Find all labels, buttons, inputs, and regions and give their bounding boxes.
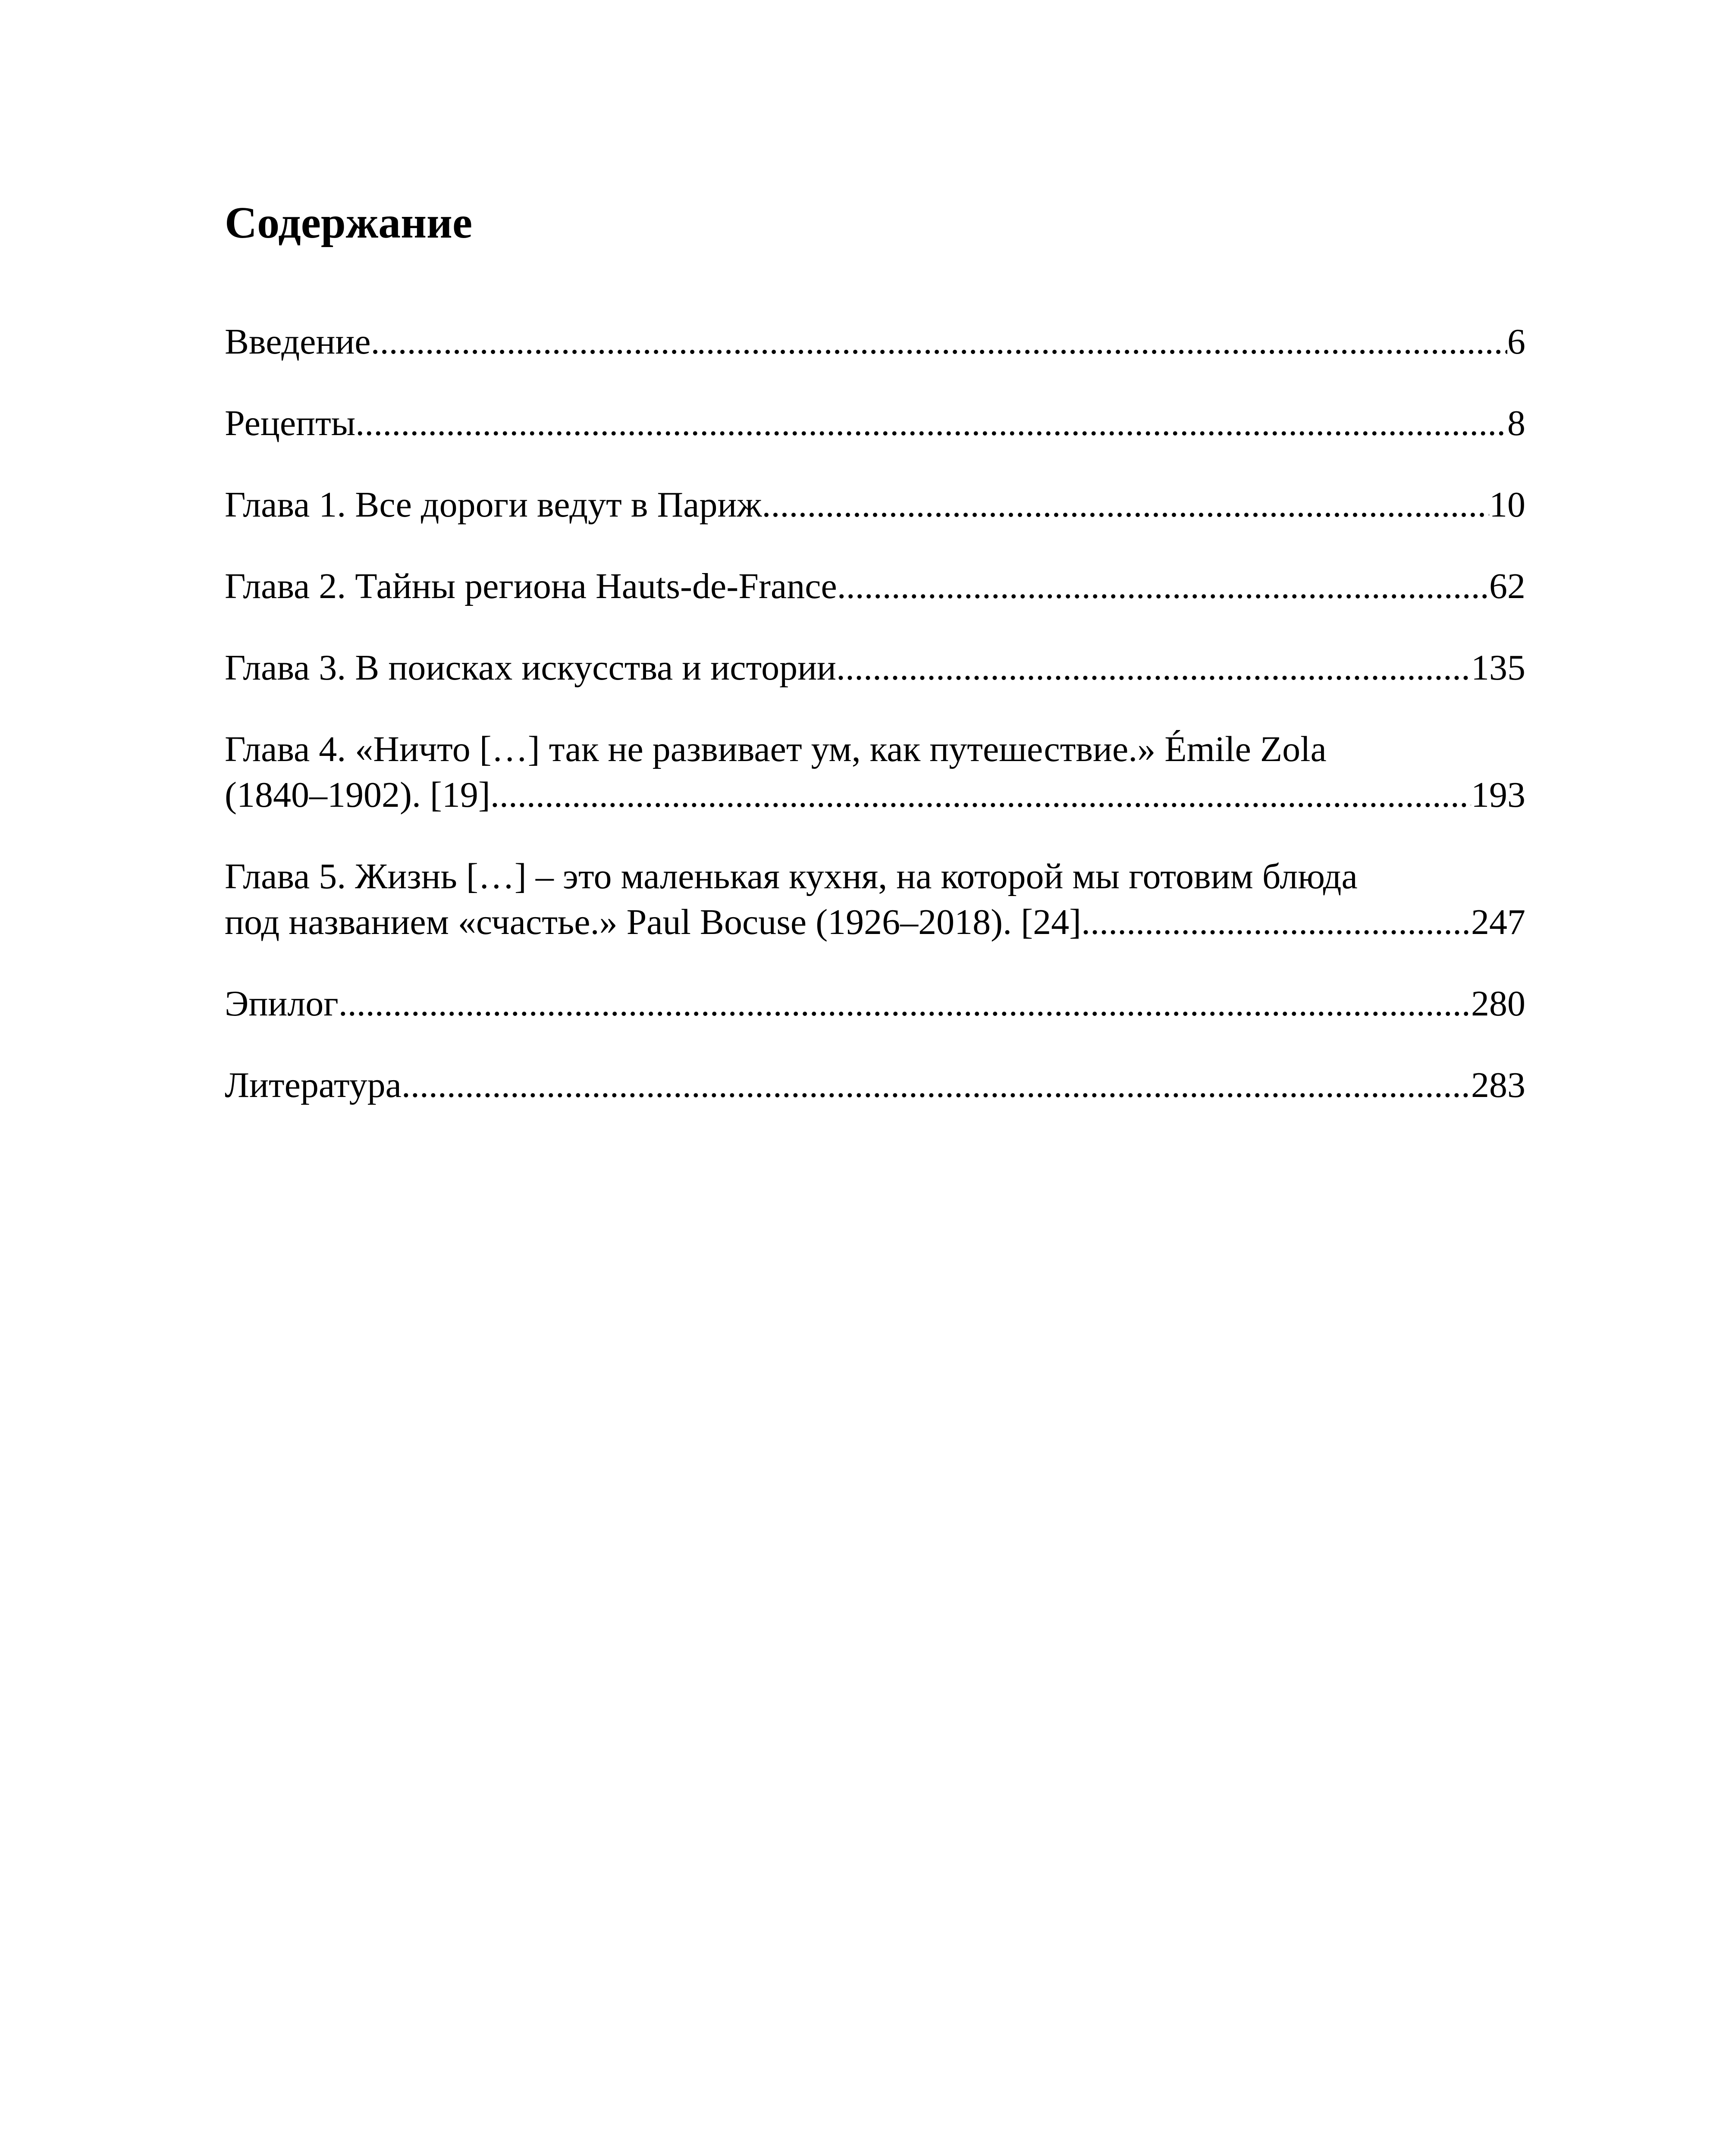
toc-page-number: 247: [1471, 902, 1525, 942]
toc-page-number: 280: [1471, 984, 1525, 1024]
toc-entry: [225, 564, 1525, 609]
toc-entry-line: [225, 564, 1525, 609]
toc-entry-line: [225, 401, 1525, 446]
toc-entry-line: [225, 482, 1525, 528]
toc-dot-leader: [371, 319, 1507, 365]
toc-dot-leader: [771, 482, 1489, 528]
toc-entry-line: [225, 772, 1525, 818]
toc-entry-title: (1840–1902). [19]: [225, 775, 490, 815]
toc-page-number: 6: [1507, 322, 1525, 362]
toc-entry: [225, 482, 1525, 528]
toc-entry-title: Литература: [225, 1065, 402, 1105]
toc-dot-leader: [846, 564, 1489, 609]
toc-dot-leader: [402, 1062, 1471, 1108]
toc-entry: [225, 981, 1525, 1027]
toc-entry: [225, 854, 1525, 945]
toc-entry-title: Эпилог: [225, 984, 339, 1024]
toc-dot-leader: [490, 772, 1471, 818]
toc-dot-leader: [845, 645, 1471, 691]
toc-page-number: 193: [1471, 775, 1525, 815]
toc-entry-title: Глава 3. В поисках искусства и истории.: [225, 648, 845, 688]
toc-dot-leader: [355, 401, 1507, 446]
toc-entry: [225, 1062, 1525, 1108]
toc-entry-line: [225, 899, 1525, 945]
toc-entry-title: Рецепты: [225, 403, 356, 443]
toc-page-number: 62: [1489, 566, 1525, 606]
toc-entry-line: [225, 319, 1525, 365]
toc-heading: Содержание: [225, 198, 473, 248]
toc-page-number: 8: [1507, 403, 1525, 443]
toc-entry-line: [225, 981, 1525, 1027]
toc-entry-line: [225, 1062, 1525, 1108]
toc-entry: [225, 401, 1525, 446]
toc-entry-title: под названием «счастье.» Paul Bocuse (1926–2018). [24]: [225, 902, 1082, 942]
toc-page-number: 283: [1471, 1065, 1525, 1105]
toc-dot-leader: [339, 981, 1471, 1027]
toc-entry: [225, 645, 1525, 691]
toc-entry: [225, 727, 1525, 818]
toc-entry-title-line: Глава 5. Жизнь […] – это маленькая кухня, на которой мы готовим блюда: [225, 856, 1358, 896]
toc-dot-leader: [1081, 899, 1471, 945]
toc-entry-title: Глава 1. Все дороги ведут в Париж.: [225, 485, 771, 525]
toc-page-number: 10: [1489, 485, 1525, 525]
toc-entry: [225, 319, 1525, 365]
toc-list: [225, 319, 1525, 1144]
toc-entry-title: Глава 2. Тайны региона Hauts-de-France.: [225, 566, 846, 606]
toc-page-number: 135: [1471, 648, 1525, 688]
toc-entry-title-line: Глава 4. «Ничто […] так не развивает ум, как путешествие.» Émile Zola: [225, 729, 1327, 769]
toc-entry-line: [225, 645, 1525, 691]
toc-entry-title: Введение: [225, 322, 371, 362]
